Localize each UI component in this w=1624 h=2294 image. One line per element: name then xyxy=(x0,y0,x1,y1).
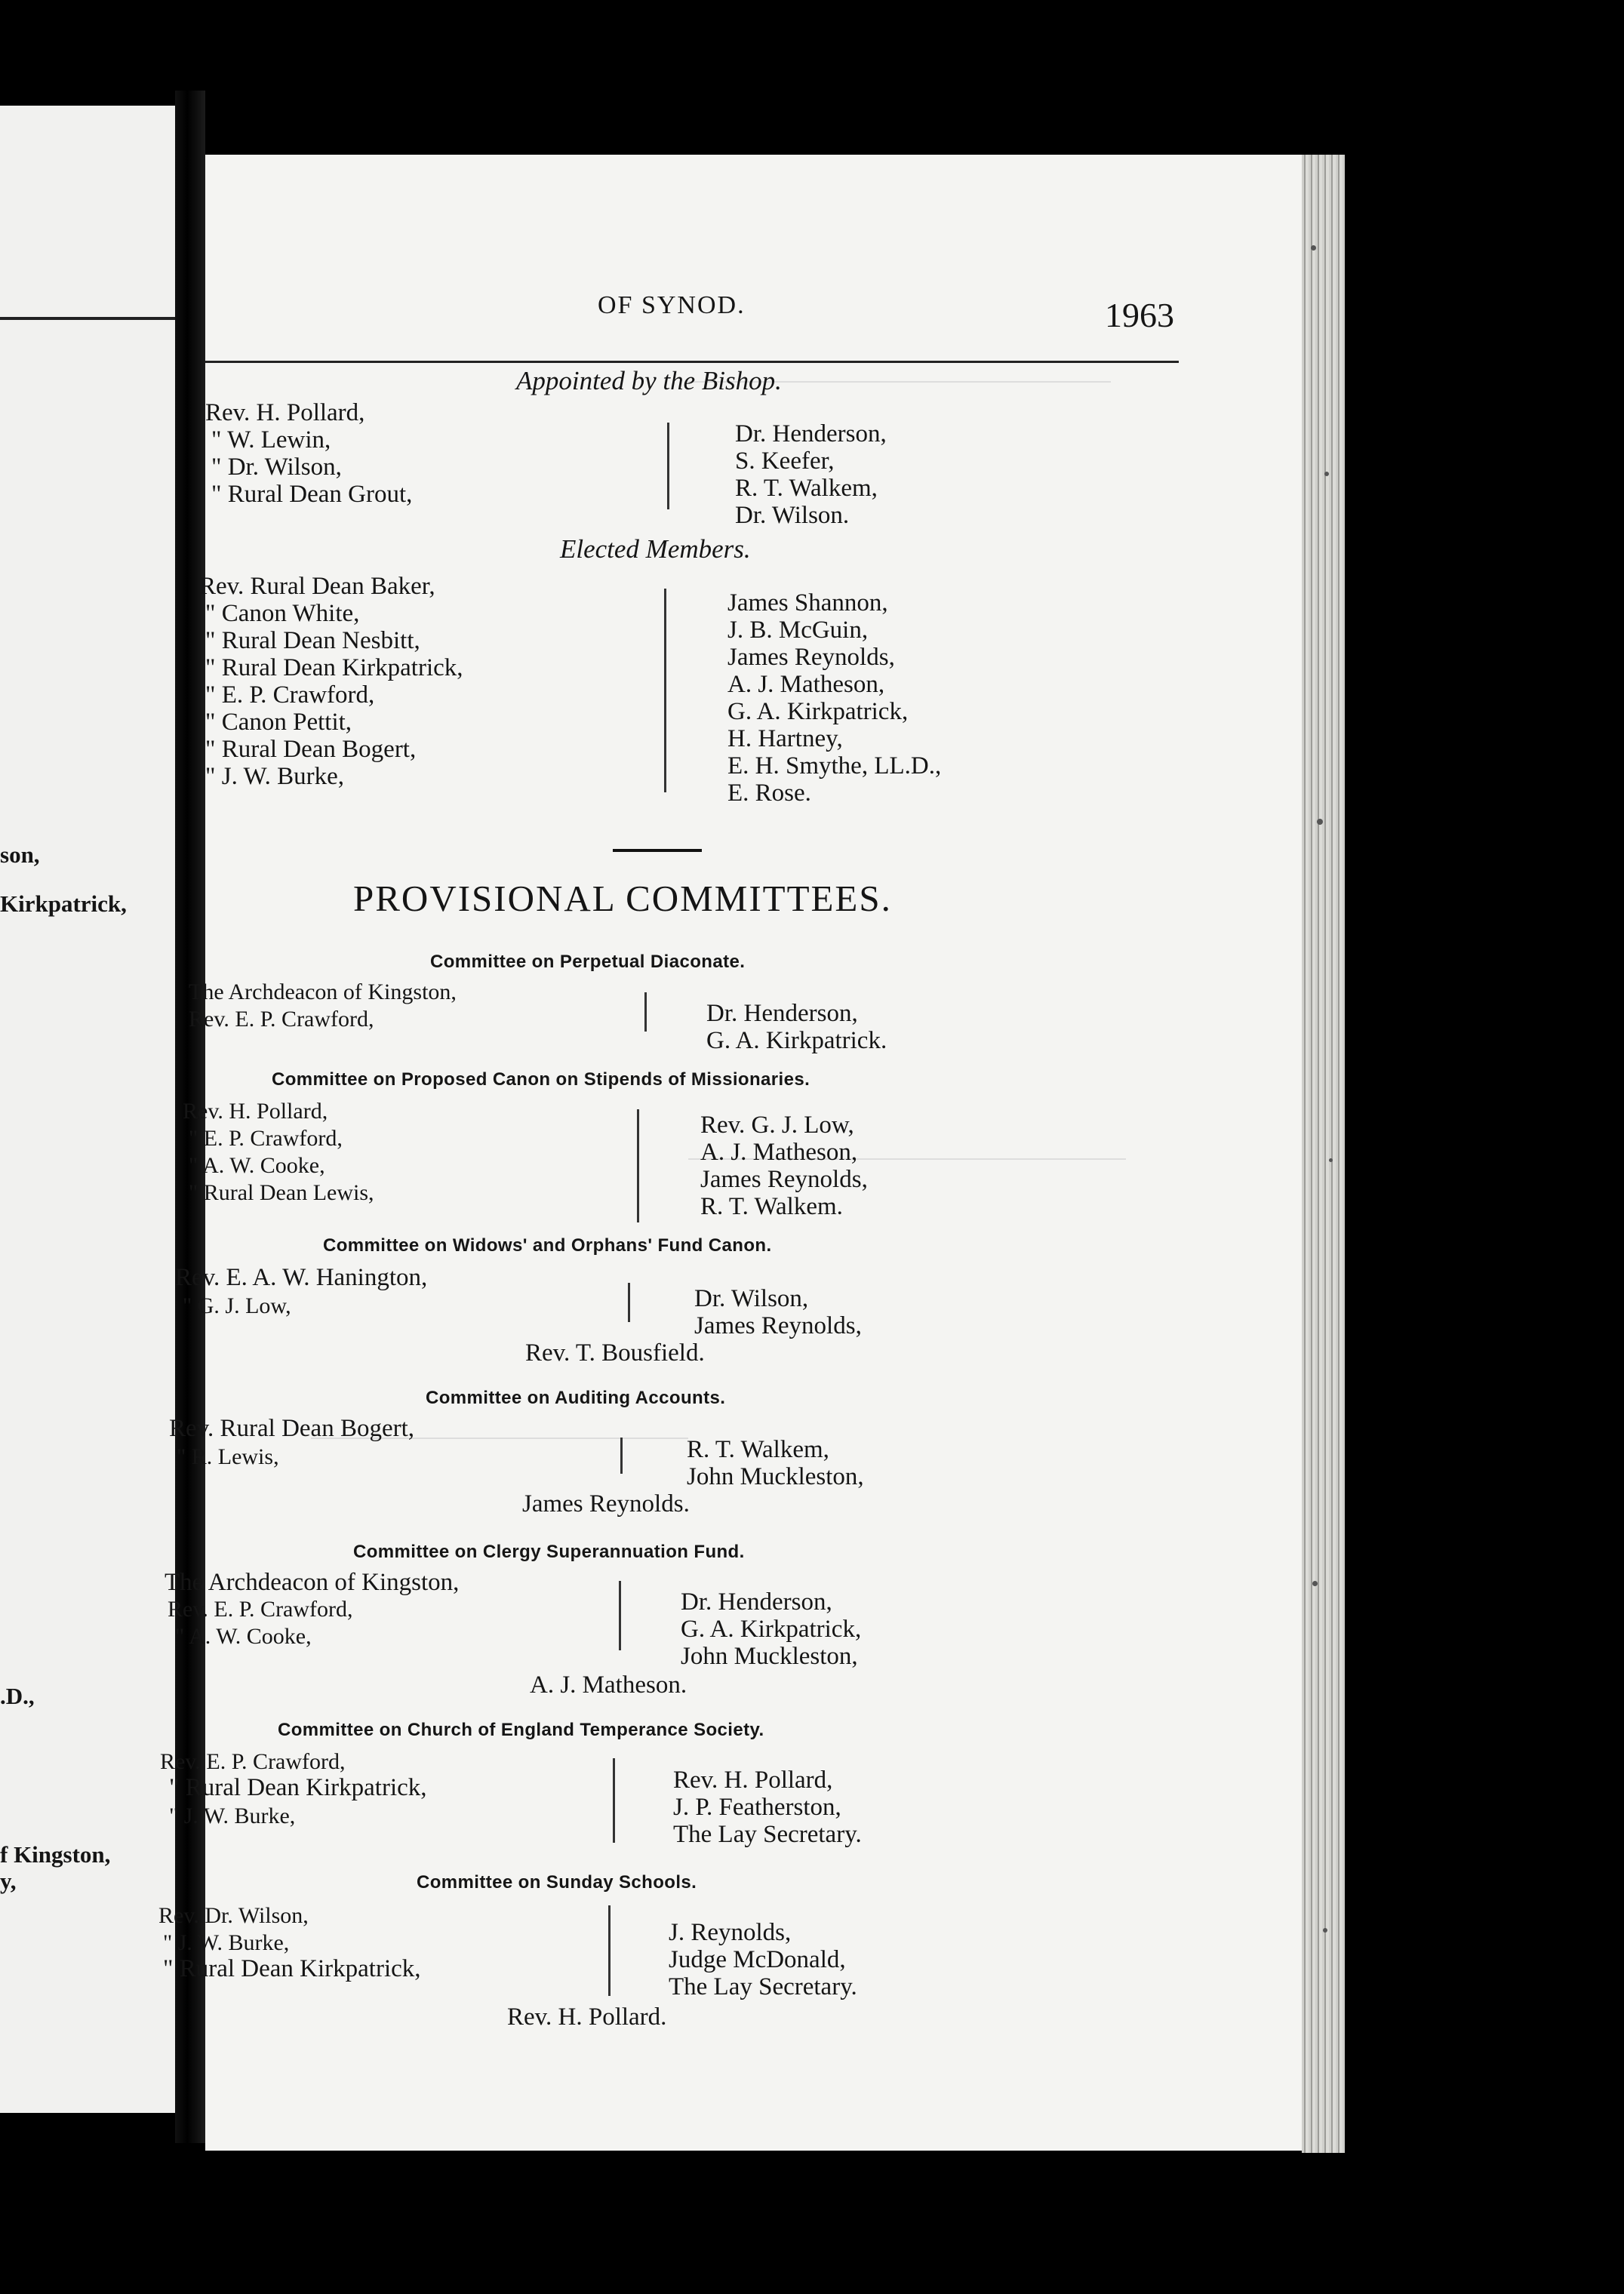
committee-title: Committee on Proposed Canon on Stipends of Missionaries. xyxy=(272,1069,810,1090)
member-name: " J. W. Burke, xyxy=(205,763,344,790)
member-name: " Rural Dean Kirkpatrick, xyxy=(163,1955,421,1982)
member-name: A. J. Matheson, xyxy=(700,1139,858,1166)
left-fragment: y, xyxy=(0,1868,17,1894)
member-name: G. A. Kirkpatrick. xyxy=(706,1027,887,1054)
member-name: R. T. Walkem, xyxy=(735,475,878,502)
left-fragment: .D., xyxy=(0,1683,35,1709)
column-divider xyxy=(613,1758,615,1843)
member-name: Rev. H. Pollard, xyxy=(183,1099,328,1124)
column-divider xyxy=(608,1905,611,1996)
paper-speck xyxy=(1312,1581,1318,1586)
column-divider xyxy=(619,1581,621,1650)
committee-footer-name: James Reynolds. xyxy=(522,1490,690,1518)
page-edge xyxy=(1302,155,1345,2153)
column-divider xyxy=(667,423,669,509)
member-name: James Reynolds, xyxy=(694,1312,862,1339)
member-name: J. P. Featherston, xyxy=(673,1794,841,1821)
member-name: J. B. McGuin, xyxy=(727,617,869,644)
member-name: The Lay Secretary. xyxy=(673,1821,862,1848)
member-name: " J. W. Burke, xyxy=(163,1930,290,1955)
committee-title: Committee on Sunday Schools. xyxy=(417,1872,697,1893)
committee-title: Committee on Perpetual Diaconate. xyxy=(430,952,746,972)
member-name: John Muckleston, xyxy=(681,1643,858,1670)
section-heading-appointed: Appointed by the Bishop. xyxy=(516,366,782,395)
committee-title: Committee on Clergy Superannuation Fund. xyxy=(353,1542,745,1562)
member-name: " W. Lewin, xyxy=(211,426,331,454)
member-name: " J. W. Burke, xyxy=(169,1804,296,1828)
member-name: James Reynolds, xyxy=(700,1166,868,1193)
member-name: " Rural Dean Nesbitt, xyxy=(205,627,420,654)
member-name: James Shannon, xyxy=(727,589,888,617)
member-name: The Lay Secretary. xyxy=(669,1973,857,2000)
member-name: " A. W. Cooke, xyxy=(189,1153,325,1178)
member-name: " A. W. Cooke, xyxy=(175,1624,312,1649)
member-name: " R. Lewis, xyxy=(177,1444,279,1469)
member-name: " E. P. Crawford, xyxy=(189,1126,343,1151)
paper-speck xyxy=(1317,819,1323,825)
member-name: " Rural Dean Kirkpatrick, xyxy=(205,654,463,681)
column-divider xyxy=(620,1438,623,1474)
committee-title: Committee on Church of England Temperance Society. xyxy=(278,1720,764,1740)
member-name: " Rural Dean Grout, xyxy=(211,481,413,508)
member-name: H. Hartney, xyxy=(727,725,843,752)
committee-title: Committee on Widows' and Orphans' Fund Canon. xyxy=(323,1235,772,1256)
member-name: G. A. Kirkpatrick, xyxy=(727,698,909,725)
section-heading-elected: Elected Members. xyxy=(560,534,751,564)
left-fragment: f Kingston, xyxy=(0,1841,111,1868)
member-name: Dr. Henderson, xyxy=(706,1000,858,1027)
committee-footer-name: Rev. H. Pollard. xyxy=(507,2003,667,2031)
committee-footer-name: Rev. T. Bousfield. xyxy=(525,1339,705,1367)
column-divider xyxy=(637,1109,639,1222)
member-name: Rev. Rural Dean Baker, xyxy=(199,573,435,600)
running-head: OF SYNOD. xyxy=(598,291,746,319)
member-name: James Reynolds, xyxy=(727,644,895,671)
member-name: R. T. Walkem. xyxy=(700,1193,843,1220)
provisional-committees-title: PROVISIONAL COMMITTEES. xyxy=(353,878,892,919)
left-fragment: son, xyxy=(0,841,40,868)
member-name: Rev. G. J. Low, xyxy=(700,1112,854,1139)
member-name: Dr. Henderson, xyxy=(735,420,887,447)
section-separator xyxy=(613,849,702,852)
member-name: Dr. Henderson, xyxy=(681,1588,832,1616)
paper-speck xyxy=(1329,1158,1333,1162)
member-name: " Rural Dean Kirkpatrick, xyxy=(169,1774,427,1801)
member-name: Rev. Dr. Wilson, xyxy=(158,1903,309,1928)
member-name: S. Keefer, xyxy=(735,447,835,475)
header-rule xyxy=(205,361,1179,363)
member-name: Rev. H. Pollard, xyxy=(205,399,365,426)
committee-title: Committee on Auditing Accounts. xyxy=(426,1388,726,1408)
member-name: " Canon White, xyxy=(205,600,360,627)
member-name: E. Rose. xyxy=(727,780,811,807)
column-divider xyxy=(644,992,647,1032)
member-name: E. H. Smythe, LL.D., xyxy=(727,752,942,780)
page-number: 1963 xyxy=(1105,296,1174,334)
member-name: Rev. E. P. Crawford, xyxy=(160,1749,346,1774)
committee-footer-name: A. J. Matheson. xyxy=(530,1671,687,1699)
member-name: A. J. Matheson, xyxy=(727,671,885,698)
member-name: " E. P. Crawford, xyxy=(205,681,375,709)
previous-page-rule xyxy=(0,317,175,320)
member-name: " Canon Pettit, xyxy=(205,709,352,736)
member-name: Dr. Wilson. xyxy=(735,502,850,529)
member-name: " G. J. Low, xyxy=(183,1293,291,1318)
member-name: R. T. Walkem, xyxy=(687,1436,829,1463)
previous-page-fragment xyxy=(0,106,175,2113)
member-name: The Archdeacon of Kingston, xyxy=(189,979,457,1004)
member-name: " Dr. Wilson, xyxy=(211,454,342,481)
member-name: Rev. H. Pollard, xyxy=(673,1767,833,1794)
member-name: Judge McDonald, xyxy=(669,1946,846,1973)
column-divider xyxy=(664,589,666,792)
member-name: Rev. E. P. Crawford, xyxy=(189,1007,374,1032)
column-divider xyxy=(628,1283,630,1322)
paper-speck xyxy=(1323,1928,1327,1933)
member-name: G. A. Kirkpatrick, xyxy=(681,1616,862,1643)
member-name: Rev. E. P. Crawford, xyxy=(168,1597,353,1622)
member-name: " Rural Dean Bogert, xyxy=(205,736,417,763)
member-name: Dr. Wilson, xyxy=(694,1285,809,1312)
member-name: J. Reynolds, xyxy=(669,1919,792,1946)
member-name: Rev. E. A. W. Hanington, xyxy=(175,1264,428,1291)
paper-speck xyxy=(1311,245,1316,251)
paper-speck xyxy=(1324,472,1329,476)
book-page xyxy=(158,155,1315,2151)
member-name: The Archdeacon of Kingston, xyxy=(165,1569,460,1596)
member-name: " Rural Dean Lewis, xyxy=(189,1180,374,1205)
member-name: Rev. Rural Dean Bogert, xyxy=(169,1415,415,1442)
left-fragment: Kirkpatrick, xyxy=(0,890,127,917)
member-name: John Muckleston, xyxy=(687,1463,864,1490)
